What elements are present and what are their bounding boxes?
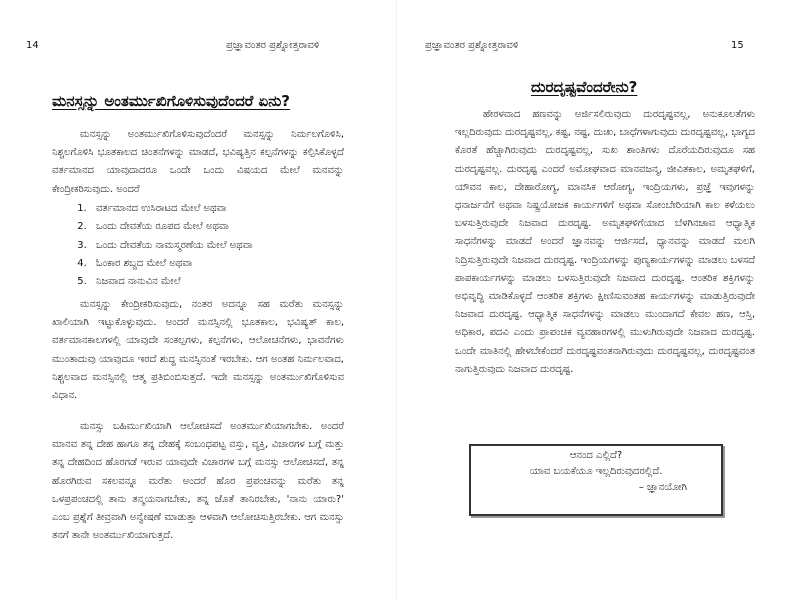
section-title: ಮನಸ್ಸನ್ನು ಅಂತರ್ಮುಖಿಗೊಳಿಸುವುದೆಂದರೆ ಏನು? (52, 92, 291, 110)
page-number: 14 (26, 40, 39, 51)
running-head: ಪ್ರಜ್ಞಾವಂತರ ಪ್ರಶ್ನೋತ್ತರಾವಳಿ (425, 40, 519, 51)
list-item: 5. ನಿಜವಾದ ನಾನುವಿನ ಮೇಲೆ (90, 273, 253, 291)
left-page (0, 0, 396, 600)
paragraph: ಹೇರಳವಾದ ಹಣವನ್ನು ಅರ್ಜಿಸಲಿರುವುದು ದುರದೃಷ್ಟವಲ್ಲ, ಅನುಕೂಲತೆಗಳು ಇಲ್ಲದಿರುವುದು ದುರದೃಷ್ಟವಲ್ಲ, ಕಷ್ಟ, ನಷ್ಟ, ದುಃಖ, ಬಾಧೆಗಳಾಗುವುದು ದುರದೃಷ್ಟವಲ್ಲ, ಭಾಗ್ಯದ ಕೊರತೆ ಹೆಚ್ಚಾಗಿರುವುದು ದುರದೃಷ್ಟವಲ್ಲ, ಸುಖ ಶಾಂತಿಗಳು ದೊರೆಯದಿರುವುದೂ ಸಹ ದುರದೃಷ್ಟವಲ್ಲ. ದುರದೃಷ್ಟ ಎಂದರೆ ಅಮೋಘವಾದ ಮಾನವಜನ್ಮ, ಜೀವಿತಕಾಲ, ಅಮೃತಘಳಿಗೆ, ಯೌವನ ಕಾಲ, ದೇಹಾರೋಗ್ಯ, ಮಾನಸಿಕ ಆರೋಗ್ಯ, ಇಂದ್ರಿಯಗಳು, ಪ್ರಜ್ಞೆ ಇವುಗಳನ್ನು ಧನಾರ್ಜನೆಗೆ ಅಥವಾ ನಿಷ್ಪ್ರಯೋಜಕ ಕಾರ್ಯಗಳಿಗೆ ಅಥವಾ ಸೋಂಬೇರಿಯಾಗಿ ಕಾಲ ಕಳೆಯಲು ಬಳಸುತ್ತಿರುವುದೇ ನಿಜವಾದ ದುರದೃಷ್ಟ. ಅಮೃತಘಳಿಗೆಯಾದ ಬೆಳಗಿನಜಾವ ಆಧ್ಯಾತ್ಮಿಕ ಸಾಧನೆಗಳನ್ನು ಮಾಡದೆ ಅಂದರೆ ಜ್ಞಾನವನ್ನು ಆರ್ಜಿಸದೆ, ಧ್ಯಾನವನ್ನು ಮಾಡದೆ ಮಲಗಿ ನಿದ್ರಿಸುತ್ತಿರುವುದೇ ನಿಜವಾದ ದುರದೃಷ್ಟ. ಇಂದ್ರಿಯಗಳನ್ನು ಪುಣ್ಯಕಾರ್ಯಗಳನ್ನು ಮಾಡಲು ಬಳಸದೆ ಪಾಪಕಾರ್ಯಗಳನ್ನು ಮಾಡಲು ಬಳಸುತ್ತಿರುವುದೇ ನಿಜವಾದ ದುರದೃಷ್ಟ. ಆಂತರಿಕ ಶಕ್ತಿಗಳನ್ನು ಅಭಿವೃದ್ಧಿ ಮಾಡಿಕೊಳ್ಳದೆ ಆಂತರಿಕ ಶಕ್ತಿಗಳು ಕ್ಷೀಣಿಸುವಂತಹ ಕಾರ್ಯಗಳನ್ನು ಮಾಡುತ್ತಿರುವುದೇ ನಿಜವಾದ ದುರದೃಷ್ಟ. ಆಧ್ಯಾತ್ಮಿಕ ಸಾಧನೆಗಳನ್ನು ಮಾಡಲು ಮುಂದಾಗದೆ ಕೇವಲ ಹಣ, ಆಸ್ತಿ, ಅಧಿಕಾರ, ಪದವಿ ಎಂದು ಪ್ರಾಪಂಚಿಕ ವ್ಯವಹಾರಗಳಲ್ಲಿ ಮುಳುಗಿರುವುದೇ ನಿಜವಾದ ದುರದೃಷ್ಟ. ಒಂದೇ ಮಾತಿನಲ್ಲಿ ಹೇಳಬೇಕೆಂದರೆ ದುರದೃಷ್ಟವಂತನಾಗಿರುವುದು ದುರದೃಷ್ಟವಲ್ಲ, ದುರದೃಷ್ಟವಂತ ನಾಗುತ್ತಿರುವುದು ನಿಜವಾದ ದುರದೃಷ್ಟ. (455, 109, 755, 375)
right-page (397, 0, 793, 600)
page-number: 15 (731, 40, 744, 51)
paragraph: ಮನಸ್ಸು ಬಹಿರ್ಮುಖಿಯಾಗಿ ಆಲೋಚಿಸದೆ ಅಂತರ್ಮುಖಿಯಾಗಬೇಕು. ಅಂದರೆ ಮಾನವ ತನ್ನ ದೇಹ ಹಾಗೂ ತನ್ನ ದೇಹಕ್ಕೆ ಸಂಬಂಧಪಟ್ಟ ವಸ್ತು, ವ್ಯಕ್ತಿ, ವಿಚಾರಗಳ ಬಗ್ಗೆ ಮತ್ತು ತನ್ನ ದೇಹದಿಂದ ಹೊರಗಡೆ ಇರುವ ಯಾವುದೇ ವಿಚಾರಗಳ ಬಗ್ಗೆ ಮನಸ್ಸು ಆಲೋಚಿಸದೆ, ತನ್ನ ಹೊರಗಿರುವ ಸಕಲವನ್ನೂ ಮರೆತು ಅಂದರೆ ಹೊರ ಪ್ರಪಂಚವನ್ನು ಮರೆತು ತನ್ನ ಒಳಪ್ರಪಂಚದಲ್ಲಿ ತಾನು ತನ್ಮಯನಾಗಬೇಕು, ತನ್ನ ಜೊತೆ ತಾನಿರಬೇಕು, 'ನಾನು ಯಾರು?' ಎಂಬ ಪ್ರಶ್ನೆಗೆ ತೀವ್ರವಾಗಿ ಅನ್ವೇಷಣೆ ಮಾಡುತ್ತಾ ಆಳವಾಗಿ ಆಲೋಚಿಸುತ್ತಿರಬೇಕು. ಆಗ ಮನಸ್ಸು ತನಗೆ ತಾನೇ ಅಂತರ್ಮುಖಿಯಾಗುತ್ತದೆ. (52, 421, 344, 542)
list-item: 2. ಒಂದು ದೇವತೆಯ ರೂಪದ ಮೇಲೆ ಅಥವಾ (90, 218, 253, 236)
paragraph: ಮನಸ್ಸನ್ನು ಕೇಂದ್ರೀಕರಿಸುವುದು, ನಂತರ ಅದನ್ನೂ ಸಹ ಮರೆತು ಮನಸ್ಸನ್ನು ಖಾಲಿಯಾಗಿ ಇಟ್ಟುಕೊಳ್ಳುವುದು. ಅಂದರೆ ಮನಸ್ಸಿನಲ್ಲಿ ಭೂತಕಾಲ, ಭವಿಷ್ಯತ್ ಕಾಲ, ವರ್ತಮಾನಕಾಲಗಳಲ್ಲಿ ಯಾವುದೇ ಸಂಕಲ್ಪಗಳು, ಕಲ್ಪನೆಗಳು, ಆಲೋಚನೆಗಳು, ಭಾವನೆಗಳು ಮುಂತಾದುವು ಯಾವುದೂ ಇರದೆ ಶುದ್ಧ ಮನಸ್ಸಿನಂತೆ ಇರಬೇಕು. ಆಗ ಅಂತಹ ನಿರ್ಮಲವಾದ, ನಿಶ್ಚಲವಾದ ಮನಸ್ಸಿನಲ್ಲಿ ಆತ್ಮ ಪ್ರತಿಬಿಂಬಿಸುತ್ತದೆ. ಇದೇ ಮನಸ್ಸನ್ನು ಅಂತರ್ಮುಖಿಗೊಳಿಸುವ ವಿಧಾನ. (52, 299, 344, 402)
quote-author: – ಜ್ಞಾನಯೋಗಿ (638, 482, 687, 493)
options-list (70, 200, 253, 291)
list-item: 3. ಒಂದು ದೇವತೆಯ ನಾಮಸ್ಮರಣೆಯ ಮೇಲೆ ಅಥವಾ (90, 237, 253, 255)
section-title: ದುರದೃಷ್ಟವೆಂದರೇನು? (531, 78, 638, 96)
list-item: 4. ಓಂಕಾರ ಶಬ್ದದ ಮೇಲೆ ಅಥವಾ (90, 255, 253, 273)
paragraph: ಮನಸ್ಸನ್ನು ಅಂತರ್ಮುಖಿಗೊಳಿಸುವುದೆಂದರೆ ಮನಸ್ಸನ್ನು ನಿರ್ಮಲಗೊಳಿಸಿ, ನಿಶ್ಚಲಗೊಳಿಸಿ ಭೂತಕಾಲದ ಚಿಂತನೆಗಳನ್ನು ಮಾಡದೆ, ಭವಿಷ್ಯತ್ತಿನ ಕಲ್ಪನೆಗಳನ್ನು ಕಲ್ಪಿಸಿಕೊಳ್ಳದೆ ವರ್ತಮಾನದ ಯಾವುದಾದರೂ ಒಂದೇ ಒಂದು ವಿಷಯದ ಮೇಲೆ ಮನವನ್ನು ಕೇಂದ್ರೀಕರಿಸುವುದು. ಅಂದರೆ (52, 129, 344, 195)
quote-line: ಯಾವ ಬಯಕೆಯೂ ಇಲ್ಲದಿರುವುದರಲ್ಲಿದೆ. (529, 466, 663, 477)
running-head: ಪ್ರಜ್ಞಾವಂತರ ಪ್ರಶ್ನೋತ್ತರಾವಳಿ (226, 40, 320, 51)
list-item: 1. ವರ್ತಮಾನದ ಉಸಿರಾಟದ ಮೇಲೆ ಅಥವಾ (90, 200, 253, 218)
quote-box (469, 444, 723, 516)
quote-line: ಆನಂದ ಎಲ್ಲಿದೆ? (569, 450, 623, 461)
